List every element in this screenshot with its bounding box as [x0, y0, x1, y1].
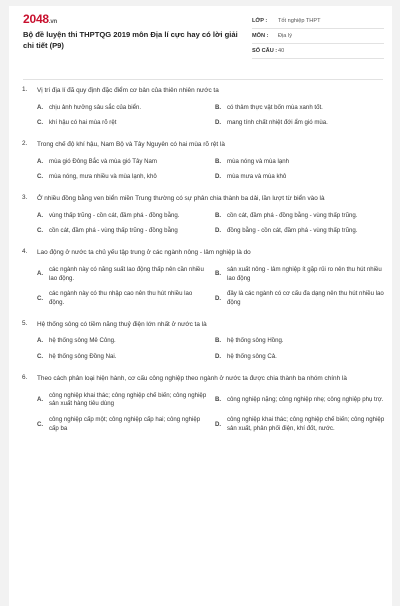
meta-row-subject	[252, 29, 384, 44]
answer-option-b[interactable]	[215, 104, 387, 113]
option-letter: C.	[37, 119, 44, 127]
option-letter: B.	[215, 157, 222, 165]
question-2	[9, 140, 392, 182]
question-number: 2.	[22, 140, 28, 148]
option-text: khí hậu có hai mùa rõ rệt	[49, 119, 117, 127]
answer-option-a[interactable]	[37, 212, 209, 221]
option-text: cồn cát, đầm phá - vùng thấp trũng - đồng bằng	[49, 227, 178, 235]
option-letter: B.	[215, 337, 222, 345]
question-text: Theo cách phân loại hiện hành, cơ cấu công nghiệp theo ngành ở nước ta được chia thành ba nhóm chính là	[37, 375, 347, 383]
option-text: mùa nóng, mưa nhiều và mùa lạnh, khô	[49, 173, 157, 181]
answer-option-a[interactable]	[37, 158, 209, 167]
document-meta	[252, 14, 384, 59]
question-6	[9, 374, 392, 434]
question-text: Trong chế độ khí hậu, Nam Bộ và Tây Nguyên có hai mùa rõ rệt là	[37, 141, 225, 149]
answer-option-d[interactable]	[215, 416, 387, 434]
answer-option-c[interactable]	[37, 353, 209, 362]
question-4	[9, 248, 392, 308]
site-logo[interactable]: 2048.vn	[23, 12, 57, 26]
meta-value: Tốt nghiệp THPT	[278, 18, 321, 24]
answer-option-c[interactable]	[37, 173, 209, 182]
option-text: cồn cát, đầm phá - đồng bằng - vùng thấp trũng.	[227, 211, 358, 219]
question-1	[9, 86, 392, 128]
meta-row-class	[252, 14, 384, 29]
meta-value: Địa lý	[278, 33, 292, 39]
option-letter: B.	[215, 103, 222, 111]
option-text: mang tính chất nhiệt đới ẩm gió mùa.	[227, 119, 328, 127]
question-number: 3.	[22, 194, 28, 202]
meta-key: SỐ CÂU :	[252, 48, 278, 54]
question-text: Lao động ở nước ta chủ yếu tập trung ở các ngành nông - lâm nghiệp là do	[37, 249, 251, 257]
option-letter: A.	[37, 395, 44, 403]
option-letter: B.	[215, 395, 222, 403]
option-text: công nghiệp cấp một; công nghiệp cấp hai; công nghiệp cấp ba	[49, 416, 201, 432]
option-text: công nghiệp nặng; công nghiệp nhẹ; công nghiệp phụ trợ.	[227, 395, 384, 403]
option-letter: C.	[37, 420, 44, 428]
option-letter: C.	[37, 227, 44, 235]
question-text: Hệ thống sông có tiềm năng thuỷ điện lớn nhất ở nước ta là	[37, 320, 207, 328]
answer-option-a[interactable]	[37, 392, 209, 410]
option-letter: B.	[215, 270, 222, 278]
meta-value: 40	[278, 48, 285, 54]
option-text: chịu ảnh hưởng sâu sắc của biển.	[49, 103, 142, 111]
option-text: mùa nóng và mùa lạnh	[227, 157, 289, 165]
option-letter: C.	[37, 353, 44, 361]
option-text: các ngành này có thu nhập cao nên thu hút nhiều lao động.	[49, 290, 193, 307]
answer-options	[37, 337, 380, 362]
option-text: đồng bằng - cồn cát, đầm phá - vùng thấp trũng.	[227, 227, 358, 235]
option-text: đây là các ngành có cơ cấu đa dạng nên thu hút nhiều lao động	[227, 290, 384, 307]
answer-option-d[interactable]	[215, 227, 387, 236]
option-letter: D.	[215, 420, 222, 428]
answer-option-a[interactable]	[37, 337, 209, 346]
answer-option-b[interactable]	[215, 158, 387, 167]
answer-option-c[interactable]	[37, 290, 209, 308]
option-text: công nghiệp khai thác; công nghiệp chế biến; công nghiệp sản xuất hàng tiêu dùng	[49, 391, 207, 408]
header-divider	[23, 79, 383, 80]
question-5	[9, 320, 392, 362]
answer-option-a[interactable]	[37, 104, 209, 113]
option-text: hệ thống sông Mê Công.	[49, 337, 116, 345]
answer-option-d[interactable]	[215, 173, 387, 182]
meta-key: MÔN :	[252, 33, 269, 39]
question-number: 4.	[22, 248, 28, 256]
option-letter: A.	[37, 211, 44, 219]
question-number: 6.	[22, 374, 28, 382]
option-text: vùng thấp trũng - cồn cát, đầm phá - đồng bằng.	[49, 211, 180, 219]
answer-option-c[interactable]	[37, 227, 209, 236]
option-letter: A.	[37, 157, 44, 165]
answer-option-a[interactable]	[37, 266, 209, 284]
answer-option-b[interactable]	[215, 337, 387, 346]
option-text: các ngành này có năng suất lao động thấp nên cần nhiều lao động.	[49, 265, 204, 282]
answer-options	[37, 104, 380, 129]
option-letter: A.	[37, 103, 44, 111]
option-text: mùa gió Đông Bắc và mùa gió Tây Nam	[49, 157, 157, 165]
option-text: sản xuất nông - lâm nghiệp ít gặp rủi ro nên thu hút nhiều lao động	[227, 265, 382, 282]
option-letter: A.	[37, 337, 44, 345]
option-letter: C.	[37, 173, 44, 181]
option-text: hệ thống sông Cả.	[227, 353, 277, 361]
document-header	[9, 6, 392, 74]
option-letter: A.	[37, 270, 44, 278]
option-text: mùa mưa và mùa khô	[227, 173, 287, 181]
document-sheet	[9, 6, 392, 606]
question-number: 5.	[22, 319, 28, 327]
option-letter: C.	[37, 294, 44, 302]
meta-row-count	[252, 44, 384, 59]
answer-options	[37, 158, 380, 183]
answer-option-c[interactable]	[37, 119, 209, 128]
meta-key: LỚP :	[252, 18, 268, 24]
option-letter: D.	[215, 227, 222, 235]
document-title: Bộ đề luyện thi THPTQG 2019 môn Địa lí cực hay có lời giải chi tiết (P9)	[23, 30, 238, 50]
answer-options	[37, 391, 385, 434]
option-text: hệ thống sông Hồng.	[227, 337, 284, 345]
answer-options	[37, 265, 384, 308]
option-letter: D.	[215, 119, 222, 127]
answer-option-b[interactable]	[215, 266, 387, 284]
option-letter: D.	[215, 294, 222, 302]
answer-option-b[interactable]	[215, 392, 387, 410]
option-text: có thảm thực vật bốn mùa xanh tốt.	[227, 103, 323, 111]
answer-option-d[interactable]	[215, 290, 387, 308]
option-text: công nghiệp khai thác; công nghiệp chế biến; công nghiệp sản xuất, phân phối điện, khí đốt, nước.	[227, 416, 385, 432]
option-letter: B.	[215, 211, 222, 219]
answer-option-c[interactable]	[37, 416, 209, 434]
question-text: Ở nhiều đồng bằng ven biển miền Trung thường có sự phân chia thành ba dải, lần lượt từ biển vào là	[37, 195, 325, 203]
question-3	[9, 194, 392, 236]
option-letter: D.	[215, 353, 222, 361]
option-letter: D.	[215, 173, 222, 181]
question-list	[9, 86, 392, 446]
question-text: Vị trí địa lí đã quy định đặc điểm cơ bản của thiên nhiên nước ta	[37, 87, 219, 94]
option-text: hệ thống sông Đồng Nai.	[49, 353, 117, 361]
question-number: 1.	[22, 86, 28, 93]
answer-option-b[interactable]	[215, 212, 387, 221]
answer-option-d[interactable]	[215, 353, 387, 362]
answer-options	[37, 212, 380, 237]
answer-option-d[interactable]	[215, 119, 387, 128]
